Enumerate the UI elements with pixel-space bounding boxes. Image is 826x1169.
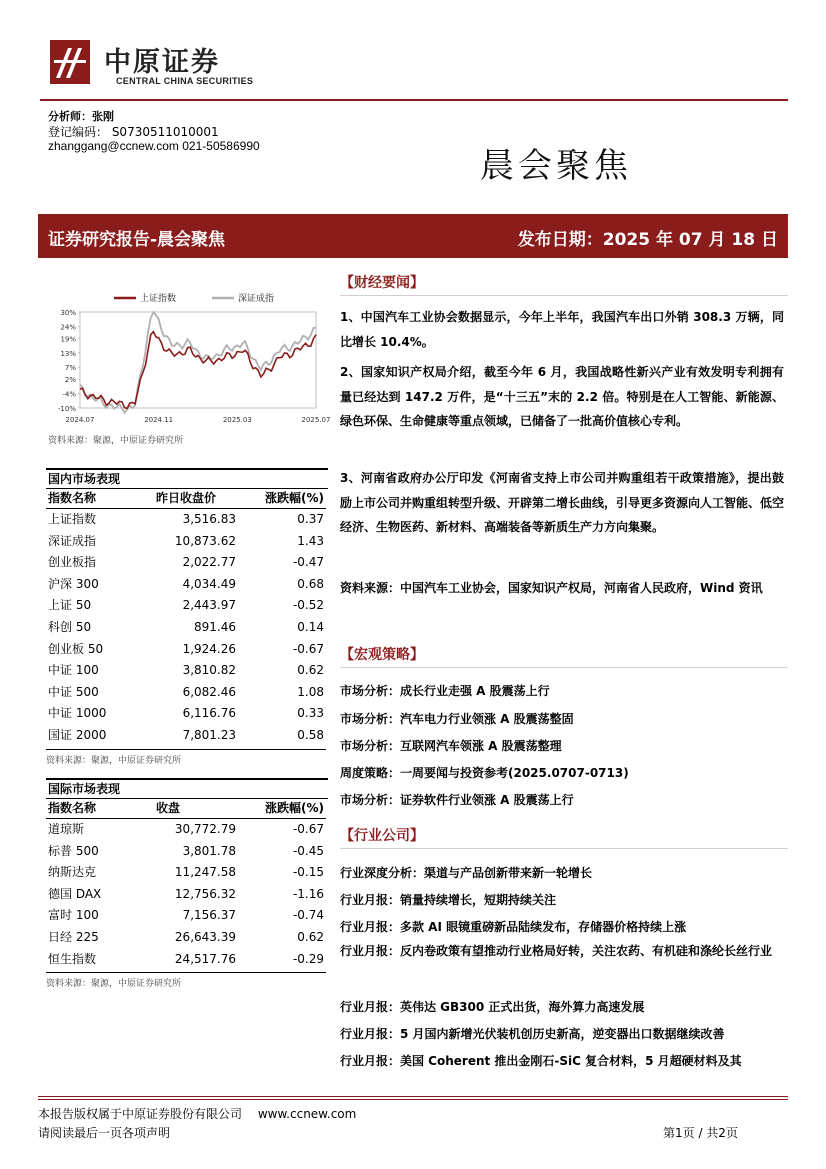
- index-name-cell: 上证 50: [48, 598, 92, 613]
- footer-page-number: 第1页 / 共2页: [663, 1126, 738, 1140]
- header-index-name: 指数名称: [48, 491, 97, 505]
- macro-item-3[interactable]: 市场分析：互联网汽车领涨 A 股震荡整理: [340, 739, 562, 753]
- close-value-cell: 2,443.97: [182, 598, 236, 613]
- company-logo-icon: [50, 40, 90, 84]
- banner-report-type: 证券研究报告-晨会聚焦: [48, 230, 226, 250]
- y-tick-label: 19%: [60, 335, 76, 344]
- footer-disclaimer: 请阅读最后一页各项声明: [38, 1126, 171, 1140]
- table-row: [46, 509, 326, 531]
- y-tick-label: 7%: [64, 364, 76, 373]
- close-value-cell: 891.46: [194, 620, 236, 634]
- table-row: [46, 552, 326, 574]
- analyst-contact: zhanggang@ccnew.com 021-50586990: [48, 139, 260, 153]
- index-name-cell: 国证 2000: [48, 728, 107, 742]
- footer-copyright: 本报告版权属于中原证券股份有限公司: [38, 1107, 243, 1121]
- industry-item-4[interactable]: 行业月报：反内卷政策有望推动行业格局好转，关注农药、有机硅和涤纶长丝行业: [340, 944, 773, 958]
- footer-copyright-line: [38, 1105, 356, 1122]
- close-value-cell: 4,034.49: [182, 576, 236, 591]
- x-tick-label: 2025.03: [222, 416, 252, 424]
- table-row: [46, 949, 326, 971]
- industry-divider: [340, 848, 788, 849]
- footer-divider: [38, 1096, 788, 1097]
- table-row: [46, 531, 326, 553]
- change-pct-cell: 0.37: [297, 512, 324, 526]
- series-line-shenzhen: [80, 312, 316, 412]
- close-value-cell: 3,801.78: [182, 843, 236, 858]
- finance-news-heading: 【财经要闻】: [340, 275, 424, 291]
- change-pct-cell: 0.62: [297, 930, 324, 944]
- logo-english-name: CENTRAL CHINA SECURITIES: [116, 76, 254, 86]
- index-name-cell: 创业板 50: [48, 641, 104, 656]
- industry-item-6[interactable]: 行业月报：5 月国内新增光伏装机创历史新高，逆变器出口数据继续改善: [340, 1027, 725, 1041]
- close-value-cell: 6,082.46: [182, 684, 236, 699]
- legend-label-shanghai: 上证指数: [140, 294, 177, 304]
- index-name-cell: 沪深 300: [48, 576, 99, 591]
- x-tick-label: 2024.07: [65, 416, 95, 424]
- header-change: 涨跌幅(%): [265, 801, 324, 815]
- macro-strategy-heading: 【宏观策略】: [340, 647, 424, 663]
- domestic-table-title: 国内市场表现: [46, 468, 328, 489]
- industry-item-7[interactable]: 行业月报：美国 Coherent 推出金刚石-SiC 复合材料，5 月超硬材料及其: [340, 1054, 742, 1068]
- table-row: [46, 660, 326, 682]
- logo-chinese-name: 中原证券: [104, 47, 220, 78]
- close-value-cell: 3,810.82: [182, 663, 236, 678]
- index-name-cell: 中证 500: [48, 684, 99, 699]
- change-pct-cell: -1.16: [292, 886, 324, 901]
- close-value-cell: 24,517.76: [174, 951, 236, 966]
- change-pct-cell: -0.15: [292, 865, 324, 880]
- footer-divider-2: [38, 1099, 788, 1100]
- industry-item-5[interactable]: 行业月报：英伟达 GB300 正式出货，海外算力高速发展: [340, 1000, 645, 1014]
- legend-label-shenzhen: 深证成指: [238, 294, 275, 304]
- table-row: [46, 841, 326, 863]
- y-tick-label: -10%: [57, 405, 76, 413]
- table-row: [46, 927, 326, 949]
- close-value-cell: 7,801.23: [182, 728, 236, 742]
- report-title: 晨会聚焦: [480, 146, 632, 186]
- header-close: 昨日收盘价: [156, 491, 217, 505]
- international-table-header: [46, 798, 326, 819]
- index-name-cell: 纳斯达克: [48, 865, 97, 880]
- table-row: [46, 819, 326, 841]
- report-banner: [38, 214, 788, 258]
- change-pct-cell: 0.14: [297, 620, 324, 634]
- table-row: [46, 595, 326, 617]
- y-tick-label: 30%: [60, 309, 76, 317]
- change-pct-cell: -0.52: [292, 598, 324, 613]
- x-tick-label: 2024.11: [144, 416, 174, 424]
- index-name-cell: 德国 DAX: [48, 886, 102, 901]
- close-value-cell: 2,022.77: [182, 555, 236, 570]
- table-row: [46, 639, 326, 661]
- macro-item-4[interactable]: 周度策略：一周要闻与投资参考(2025.0707-0713): [340, 766, 629, 780]
- close-value-cell: 10,873.62: [174, 533, 236, 548]
- macro-item-5[interactable]: 市场分析：证券软件行业领涨 A 股震荡上行: [340, 793, 574, 807]
- y-tick-label: 24%: [60, 323, 76, 332]
- header-change: 涨跌幅(%): [265, 491, 324, 505]
- change-pct-cell: -0.47: [292, 555, 324, 570]
- table-row: [46, 617, 326, 639]
- banner-publish-date: 发布日期：2025 年 07 月 18 日: [517, 230, 778, 250]
- macro-divider: [340, 667, 788, 668]
- close-value-cell: 26,643.39: [174, 930, 236, 944]
- close-value-cell: 11,247.58: [174, 865, 236, 880]
- registration-number: 登记编码： S0730511010001: [48, 125, 219, 139]
- index-name-cell: 富时 100: [48, 908, 99, 923]
- index-name-cell: 深证成指: [48, 533, 97, 548]
- change-pct-cell: 1.43: [297, 533, 324, 548]
- y-tick-label: -4%: [62, 390, 76, 399]
- index-name-cell: 上证指数: [48, 512, 97, 526]
- x-tick-label: 2025.07: [301, 416, 331, 424]
- header-divider: [40, 99, 788, 101]
- table-row: [46, 905, 326, 927]
- index-name-cell: 恒生指数: [48, 951, 97, 966]
- close-value-cell: 3,516.83: [182, 512, 236, 526]
- change-pct-cell: -0.67: [292, 641, 324, 656]
- y-tick-label: 13%: [60, 349, 76, 358]
- change-pct-cell: 1.08: [297, 684, 324, 699]
- news-item-2: 2、国家知识产权局介绍，截至今年 6 月，我国战略性新兴产业有效发明专利拥有量已经达到 147.2 万件，是“十三五”末的 2.2 倍。特别是在人工智能、新能源、绿色环保、生命健康等重点领域，已储备了一批高价值核心专利。: [340, 365, 784, 428]
- header-index-name: 指数名称: [48, 801, 97, 815]
- change-pct-cell: -0.67: [292, 822, 324, 836]
- international-table-title: 国际市场表现: [46, 778, 328, 799]
- index-name-cell: 道琼斯: [48, 822, 85, 836]
- table-row: [46, 574, 326, 596]
- analyst-name: 分析师：张刚: [48, 110, 114, 123]
- index-name-cell: 中证 100: [48, 663, 99, 678]
- close-value-cell: 6,116.76: [182, 706, 236, 721]
- industry-item-2[interactable]: 行业月报：销量持续增长，短期持续关注: [340, 893, 557, 907]
- close-value-cell: 7,156.37: [182, 908, 236, 923]
- index-trend-chart: [40, 286, 331, 428]
- series-line-shanghai: [80, 332, 316, 409]
- industry-item-3[interactable]: 行业月报：多款 AI 眼镜重磅新品陆续发布，存储器价格持续上涨: [340, 920, 687, 934]
- table-row: [46, 682, 326, 704]
- table-row: [46, 703, 326, 725]
- change-pct-cell: -0.29: [292, 951, 324, 966]
- index-name-cell: 中证 1000: [48, 706, 107, 721]
- header-close: 收盘: [156, 801, 181, 815]
- table-row: [46, 725, 326, 747]
- close-value-cell: 30,772.79: [174, 822, 236, 836]
- plot-area: [80, 312, 316, 408]
- close-value-cell: 1,924.26: [182, 641, 236, 656]
- industry-item-1[interactable]: 行业深度分析：渠道与产品创新带来新一轮增长: [340, 866, 593, 880]
- news-item-3: 3、河南省政府办公厅印发《河南省支持上市公司并购重组若干政策措施》，提出鼓励上市公司并购重组转型升级、开辟第二增长曲线，引导更多资源向人工智能、低空经济、生物医药、新材料、高端装备等新质生产力方向集聚。: [340, 471, 785, 534]
- finance-news-divider: [340, 295, 788, 296]
- table-row: [46, 884, 326, 906]
- index-name-cell: 日经 225: [48, 930, 99, 944]
- index-name-cell: 科创 50: [48, 620, 92, 634]
- news-item-1: 1、中国汽车工业协会数据显示，今年上半年，我国汽车出口外销 308.3 万辆，同比增长 10.4%。: [340, 310, 784, 349]
- table-source: 资料来源：聚源，中原证券研究所: [46, 972, 326, 989]
- y-tick-label: 2%: [64, 376, 76, 385]
- change-pct-cell: 0.33: [297, 706, 324, 721]
- chart-source: 资料来源：聚源，中原证券研究所: [48, 436, 184, 446]
- table-source: 资料来源：聚源，中原证券研究所: [46, 749, 326, 766]
- industry-company-heading: 【行业公司】: [340, 828, 424, 844]
- macro-item-1[interactable]: 市场分析：成长行业走强 A 股震荡上行: [340, 684, 550, 698]
- index-name-cell: 标普 500: [48, 843, 99, 858]
- footer-url[interactable]: www.ccnew.com: [257, 1107, 357, 1121]
- news-source: 资料来源：中国汽车工业协会，国家知识产权局，河南省人民政府，Wind 资讯: [340, 581, 763, 595]
- close-value-cell: 12,756.32: [174, 886, 236, 901]
- macro-item-2[interactable]: 市场分析：汽车电力行业领涨 A 股震荡整固: [340, 712, 574, 726]
- domestic-table-header: [46, 488, 326, 509]
- change-pct-cell: -0.74: [292, 908, 324, 923]
- change-pct-cell: 0.68: [297, 576, 324, 591]
- change-pct-cell: 0.62: [297, 663, 324, 678]
- index-name-cell: 创业板指: [48, 555, 97, 570]
- table-row: [46, 862, 326, 884]
- change-pct-cell: -0.45: [292, 843, 324, 858]
- change-pct-cell: 0.58: [297, 728, 324, 742]
